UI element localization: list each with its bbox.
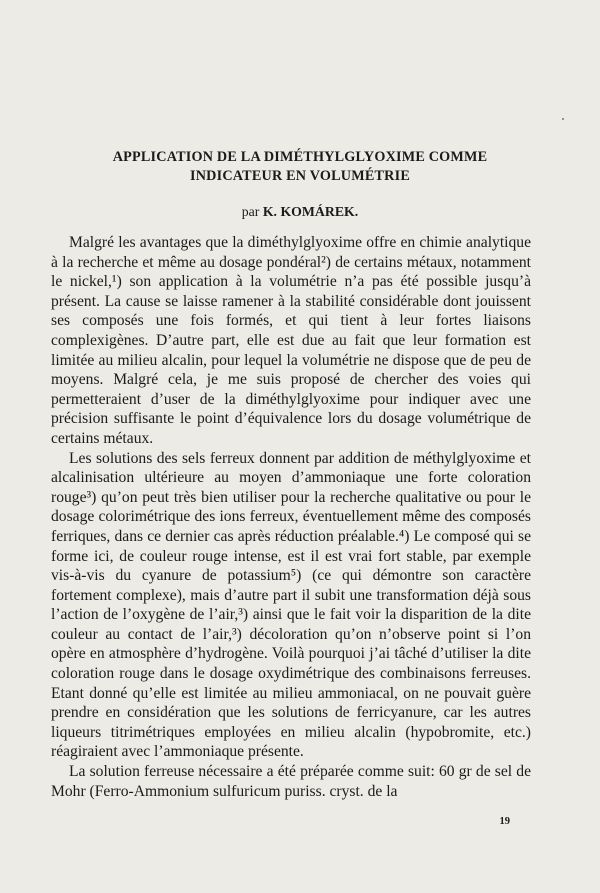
paragraph-2: Les solutions des sels ferreux donnent par addition de méthylglyoxime et alcalinisation ultérieure au moyen d’ammoniaque une forte coloration rouge³) qu’on peut très bien utiliser pour la recherche qualitative ou pour le dosage colorimétrique des ions ferreux, éventuellement même des composés ferriques, dans ce dernier cas après réduction préalable.⁴) Le composé qui se forme ici, de couleur rouge intense, est il est vrai fort stable, par exemple vis-à-vis du cyanure de potassium⁵) (ce qui démontre son caractère fortement complexe), mais d’autre part il subit une transformation déjà sous l’action de l’oxygène de l’air,³) ainsi que le fait voir la disparition de la dite couleur au contact de l’air,³) décoloration qu’on n’observe point si l’on opère en atmosphère d’hydrogène. Voilà pourquoi j’ai tâché d’utiliser la dite coloration rouge dans le dosage oxydimétrique des combinaisons ferreuses. Etant donné qu’elle est limitée au milieu ammoniacal, on ne pouvait guère prendre en considération que les solutions de ferricyanure, car les autres liqueurs titrimétriques employées en milieu alcalin (hypobromite, etc.) réagiraient avec l’ammoniaque présente. [51,449,531,761]
paragraph-3: La solution ferreuse nécessaire a été préparée comme suit: 60 gr de sel de Mohr (Ferro-Ammonium sulfuricum puriss. cryst. de la [51,763,531,800]
author-line [0,204,600,220]
author-name: K. KOMÁREK. [262,204,359,219]
author-prefix: par [241,204,260,219]
article-title [0,148,600,186]
article-body [51,233,531,801]
page-number: 19 [499,816,510,827]
title-line-1: APPLICATION DE LA DIMÉTHYLGLYOXIME COMME [112,149,488,165]
paragraph-1: Malgré les avantages que la diméthylglyoxime offre en chimie analytique à la recherche et même au dosage pondéral²) de certains métaux, notamment le nickel,¹) son application à la volumétrie n’a pas été possible jusqu’à présent. La cause se laisse ramener à la stabilité considérable dont jouissent ses composés une fois formés, et qui tient à leur fortes liaisons complexigènes. D’autre part, elle est due au fait que leur formation est limitée au milieu alcalin, pour lequel la volumétrie ne dispose que de peu de moyens. Malgré cela, je me suis proposé de chercher des voies qui permetteraient d’user de la diméthylglyoxime pour indiquer avec une précision suffisante le point d’équivalence lors du dosage volumétrique de certains métaux. [51,234,531,447]
title-line-2: INDICATEUR EN VOLUMÉTRIE [190,168,410,184]
paper-speck [562,118,564,120]
